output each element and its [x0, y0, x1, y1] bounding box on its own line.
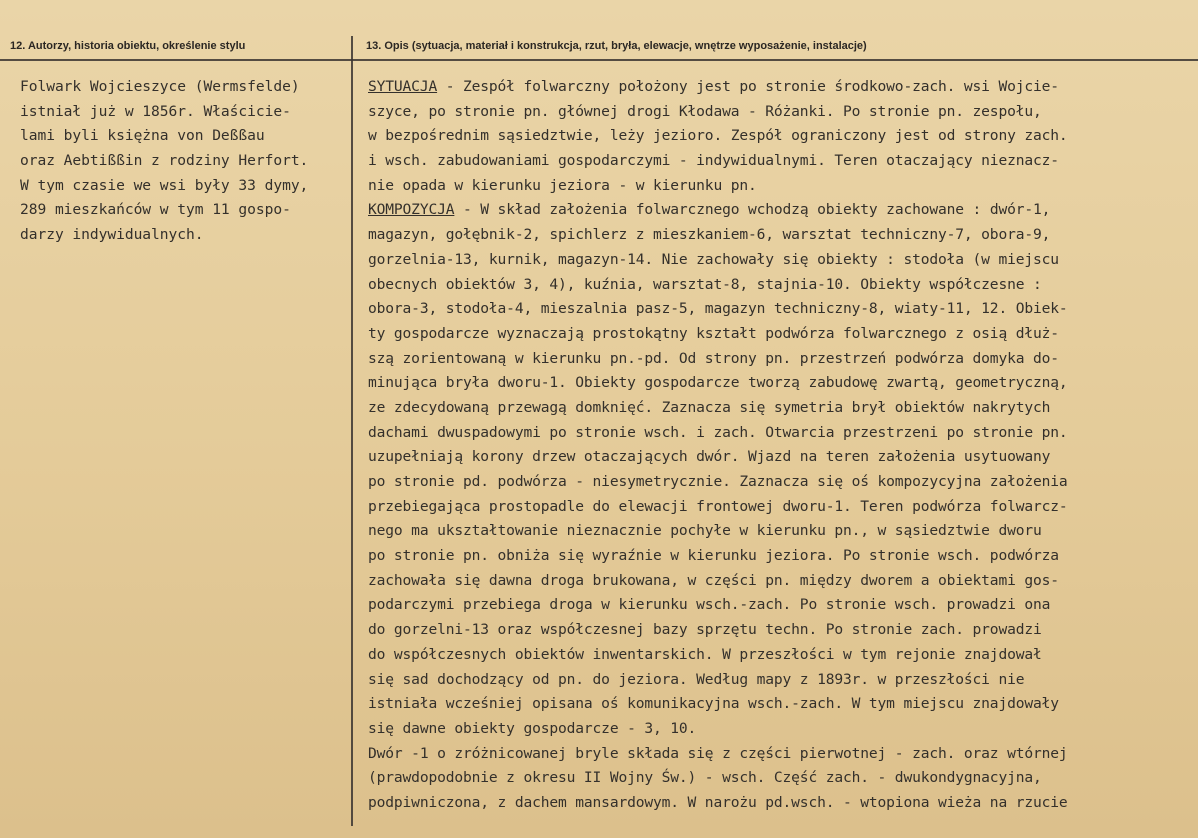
kompozycja-first-text: - W skład założenia folwarcznego wchodzą obiekty zachowane : dwór-1,	[454, 201, 1051, 219]
kompozycja-line: Dwór -1 o zróżnicowanej bryle składa się z części pierwotnej - zach. oraz wtórnej	[368, 744, 1068, 762]
kompozycja-line: obora-3, stodoła-4, mieszalnia pasz-5, magazyn techniczny-8, wiaty-11, 12. Obiek-	[368, 300, 1068, 318]
column-divider	[351, 36, 353, 826]
history-line: Folwark Wojcieszyce (Wermsfelde)	[20, 78, 300, 95]
right-column-header: 13. Opis (sytuacja, materiał i konstrukcja, rzut, bryła, elewacje, wnętrze wyposażenie, instalacje)	[366, 40, 867, 52]
sytuacja-line: w bezpośrednim sąsiedztwie, leży jezioro. Zespół ograniczony jest od strony zach.	[368, 127, 1068, 145]
sytuacja-label: SYTUACJA	[368, 78, 438, 95]
kompozycja-line: magazyn, gołębnik-2, spichlerz z mieszkaniem-6, warsztat techniczny-7, obora-9,	[368, 226, 1051, 244]
kompozycja-line: po stronie pd. podwórza - niesymetrycznie. Zaznacza się oś kompozycyjna założenia	[368, 473, 1068, 490]
kompozycja-line: istniała wcześniej opisana oś komunikacyjna wsch.-zach. W tym miejscu znajdowały	[368, 695, 1059, 713]
kompozycja-line: do współczesnych obiektów inwentarskich. W przeszłości w tym rejonie znajdował	[368, 645, 1042, 663]
kompozycja-line: podarczymi przebiega droga w kierunku wsch.-zach. Po stronie wsch. prowadzi ona	[368, 596, 1051, 614]
kompozycja-line: po stronie pn. obniża się wyraźnie w kierunku jeziora. Po stronie wsch. podwórza	[368, 547, 1059, 565]
sytuacja-line: nie opada w kierunku jeziora - w kierunku pn.	[368, 176, 757, 194]
history-column	[20, 75, 350, 248]
sytuacja-first-text: - Zespół folwarczny położony jest po stronie środkowo-zach. wsi Wojcie-	[437, 78, 1059, 95]
kompozycja-line: gorzelnia-13, kurnik, magazyn-14. Nie zachowały się obiekty : stodoła (w miejscu	[368, 250, 1059, 268]
left-column-header: 12. Autorzy, historia obiektu, określenie stylu	[10, 40, 246, 52]
kompozycja-line: nego ma ukształtowanie nieznacznie pochyłe w kierunku pn., w sąsiedztwie dworu	[368, 522, 1042, 540]
kompozycja-line: ze zdecydowaną przewagą domknięć. Zaznacza się symetria brył obiektów nakrytych	[368, 398, 1051, 416]
kompozycja-label: KOMPOZYCJA	[368, 201, 455, 219]
kompozycja-line: obecnych obiektów 3, 4), kuźnia, warsztat-8, stajnia-10. Obiekty współczesne :	[368, 275, 1042, 293]
history-line: W tym czasie we wsi były 33 dymy,	[20, 176, 309, 194]
history-line: istniał już w 1856r. Właścicie-	[20, 102, 291, 120]
kompozycja-line: się dawne obiekty gospodarcze - 3, 10.	[368, 719, 697, 737]
kompozycja-line: (prawdopodobnie z okresu II Wojny Św.) - wsch. Część zach. - dwukondygnacyjna,	[368, 769, 1042, 787]
sytuacja-line: szyce, po stronie pn. głównej drogi Kłodawa - Różanki. Po stronie pn. zespołu,	[368, 102, 1042, 120]
kompozycja-line: minująca bryła dworu-1. Obiekty gospodarcze tworzą zabudowę zwartą, geometryczną,	[368, 374, 1068, 392]
kompozycja-line: dachami dwuspadowymi po stronie wsch. i zach. Otwarcia przestrzeni po stronie pn.	[368, 423, 1068, 441]
kompozycja-line: przebiegająca prostopadle do elewacji frontowej dworu-1. Teren podwórza folwarcz-	[368, 497, 1068, 515]
kompozycja-line: ty gospodarcze wyznaczają prostokątny kształt podwórza folwarcznego z osią dłuż-	[368, 324, 1059, 342]
sytuacja-line: i wsch. zabudowaniami gospodarczymi - indywidualnymi. Teren otaczający nieznacz-	[368, 152, 1059, 170]
kompozycja-line: zachowała się dawna droga brukowana, w części pn. między dworem a obiektami gos-	[368, 571, 1059, 589]
kompozycja-line: się sad dochodzący od pn. do jeziora. Według mapy z 1893r. w przeszłości nie	[368, 670, 1025, 688]
sytuacja-first-line	[368, 75, 1188, 100]
description-column	[368, 75, 1188, 816]
kompozycja-line: do gorzelni-13 oraz współczesnej bazy sprzętu techn. Po stronie zach. prowadzi	[368, 621, 1042, 639]
history-line: oraz Aebtißßin z rodziny Herfort.	[20, 152, 309, 170]
history-line: darzy indywidualnych.	[20, 226, 204, 244]
history-line: 289 mieszkańców w tym 11 gospo-	[20, 201, 291, 219]
kompozycja-line: uzupełniają korony drzew otaczających dwór. Wjazd na teren założenia usytuowany	[368, 448, 1051, 466]
kompozycja-line: szą zorientowaną w kierunku pn.-pd. Od strony pn. przestrzeń podwórza domyka do-	[368, 349, 1059, 367]
kompozycja-line: podpiwniczona, z dachem mansardowym. W narożu pd.wsch. - wtopiona wieża na rzucie	[368, 793, 1068, 811]
kompozycja-first-line	[368, 198, 1188, 223]
history-line: lami byli księżna von Deßßau	[20, 127, 265, 145]
header-rule	[0, 59, 1198, 61]
